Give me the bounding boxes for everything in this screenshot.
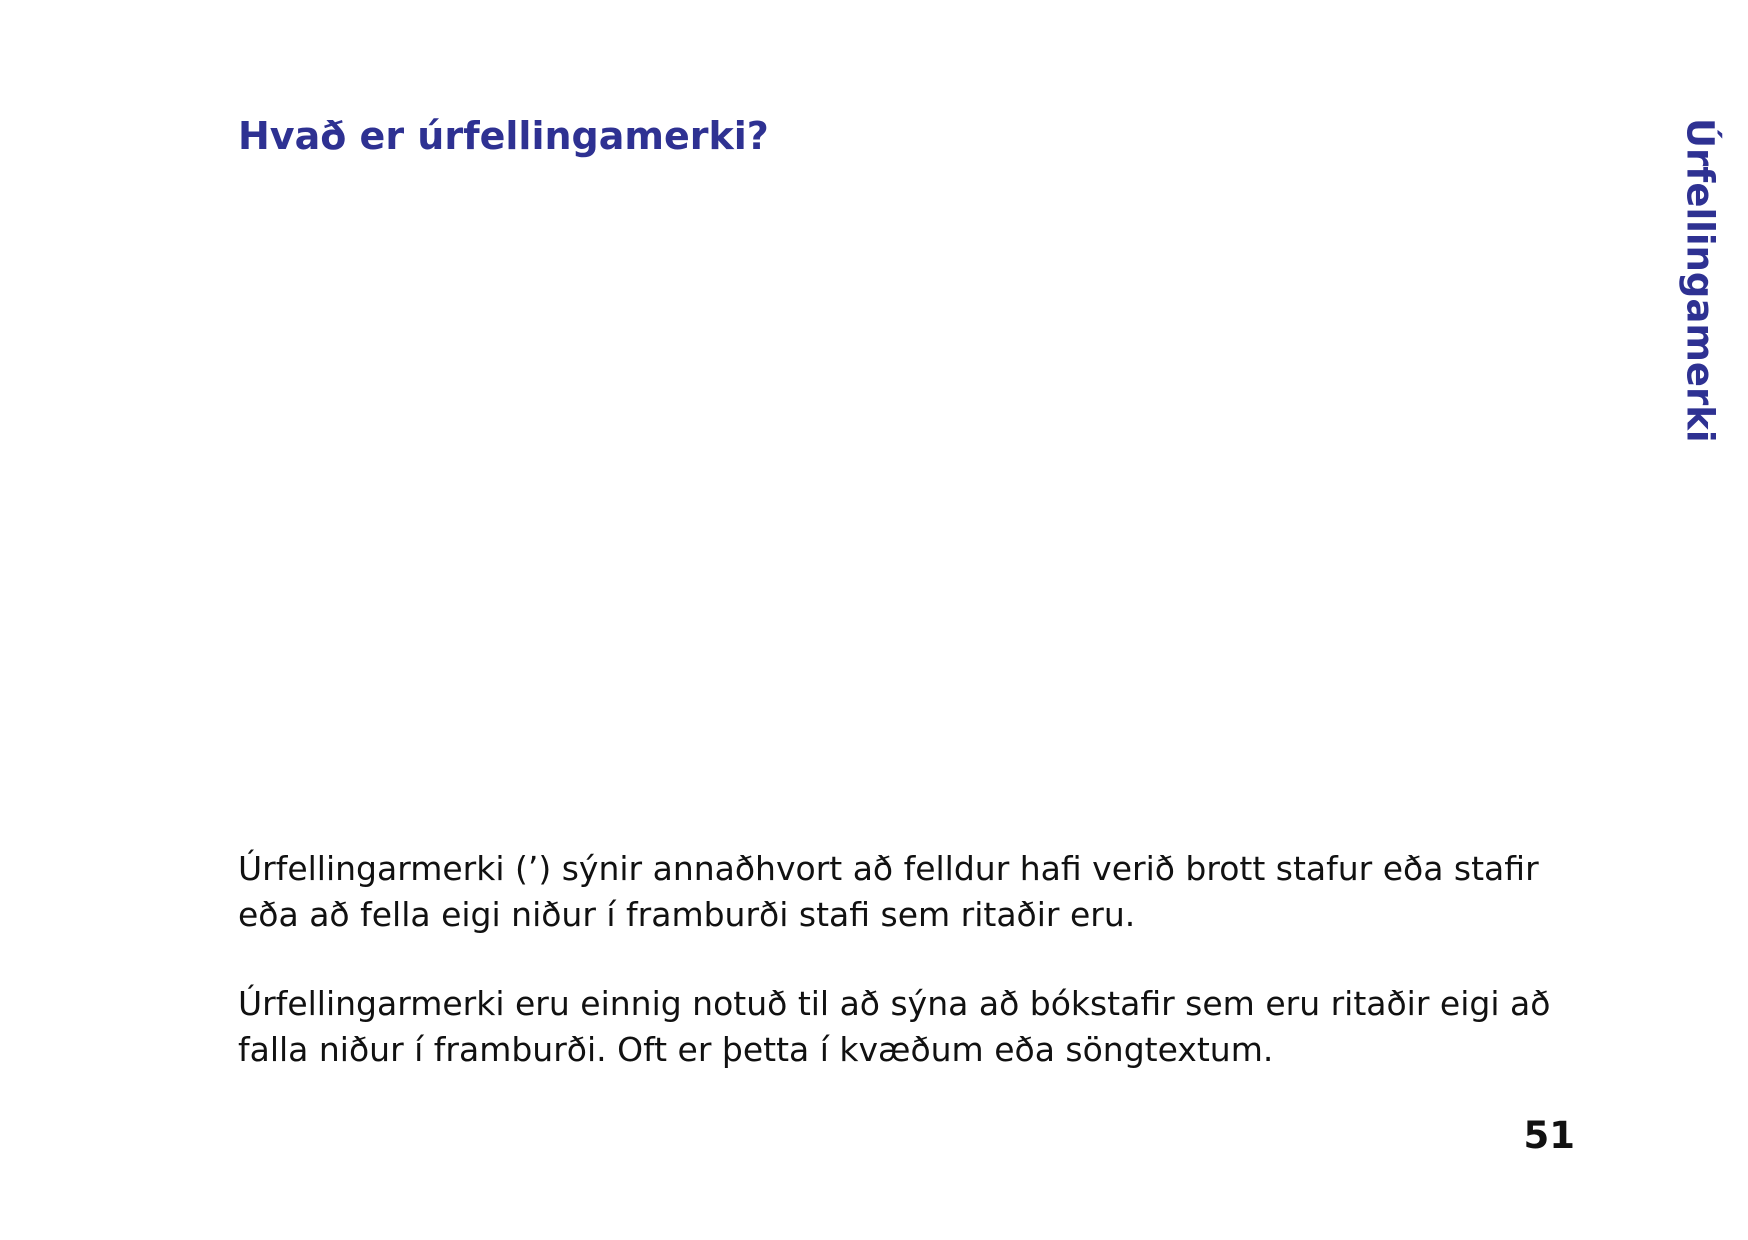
page-number: 51 — [1523, 1114, 1575, 1157]
paragraph-usage: Úrfellingarmerki eru einnig notuð til að sýna að bókstafir sem eru ritaðir eigi að falla niður í framburði. Oft er þetta í kvæðum eða söngtextum. — [238, 984, 1551, 1069]
side-chapter-tab — [1670, 118, 1730, 443]
page-heading: Hvað er úrfellingamerki? — [238, 114, 769, 158]
body-text — [238, 846, 1588, 1116]
side-chapter-label: Úrfellingamerki — [1678, 118, 1722, 443]
paragraph-definition: Úrfellingarmerki (’) sýnir annaðhvort að felldur hafi verið brott stafur eða stafir eða að fella eigi niður í framburði stafi sem ritaðir eru. — [238, 849, 1539, 934]
